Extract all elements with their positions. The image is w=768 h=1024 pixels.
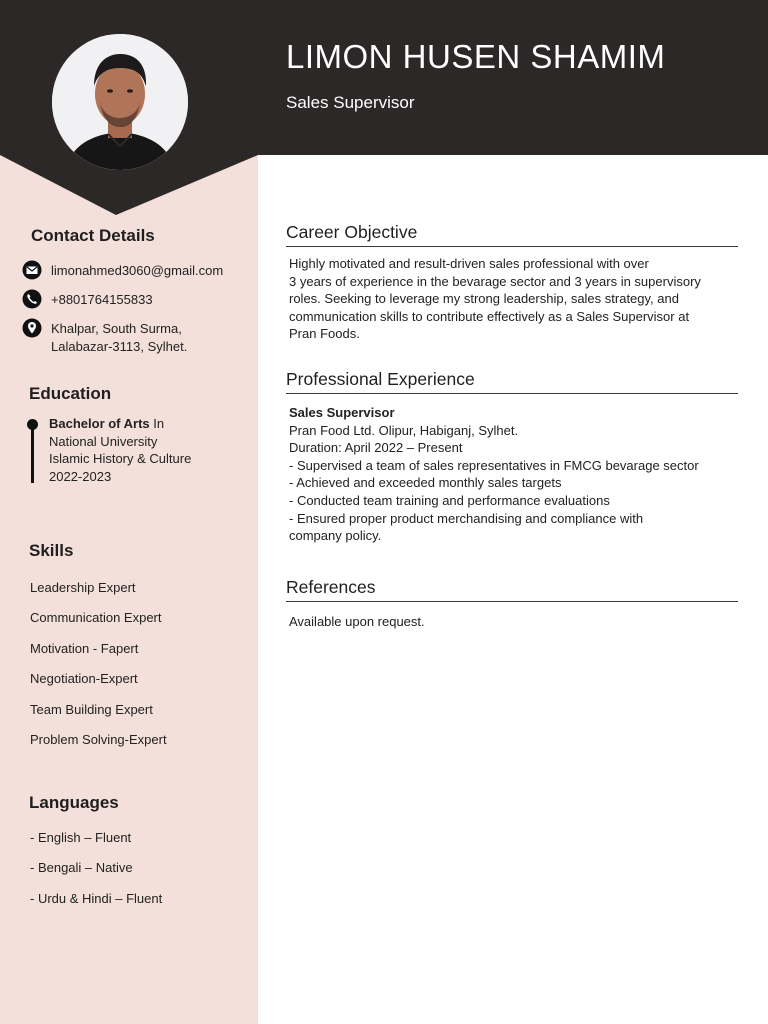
job-bullet: - Ensured proper product merchandising and compliance with [289,510,644,526]
candidate-role: Sales Supervisor [286,93,415,112]
address-line-2: Lalabazar-3113, Sylhet. [51,338,188,354]
list-item: - Bengali – Native [30,860,133,876]
languages-heading: Languages [29,793,119,812]
career-line: Highly motivated and result-driven sales professional with over [289,256,649,271]
career-line: roles. Seeking to leverage my strong leadership, sales strategy, and [289,291,679,307]
references-heading: References [286,577,738,602]
job-title: Sales Supervisor [289,405,395,420]
education-heading: Education [29,384,112,403]
education-entry [26,415,191,485]
header-bar [258,0,768,155]
list-item: Motivation - Fapert [30,640,139,656]
career-line: Pran Foods. [289,326,360,342]
list-item: - Urdu & Hindi – Fluent [30,890,163,906]
list-item: Problem Solving-Expert [30,731,167,747]
location-icon [22,318,42,338]
references-text: Available upon request. [289,614,425,629]
list-item: Team Building Expert [30,701,153,717]
contact-address [51,320,187,355]
list-item: Negotiation-Expert [30,671,138,687]
email-icon [22,260,42,280]
education-timeline [26,415,40,485]
education-institution: National University [49,433,158,449]
career-line: 3 years of experience in the bevarage sector and 3 years in supervisory [289,273,701,289]
profile-photo [52,34,188,170]
career-objective-heading: Career Objective [286,222,738,247]
career-line: communication skills to contribute effectively as a Sales Supervisor at [289,308,690,324]
job-duration: Duration: April 2022 – Present [289,440,463,456]
skills-list [30,579,167,761]
list-item: - English – Fluent [30,830,132,845]
contact-email-row [22,262,223,280]
contact-email[interactable]: limonahmed3060@gmail.com [51,263,224,278]
career-objective-text [289,255,739,343]
contact-phone[interactable]: +8801764155833 [51,292,153,307]
contact-phone-row [22,291,153,309]
contact-heading: Contact Details [31,226,155,245]
list-item: Communication Expert [30,610,162,626]
languages-list [30,829,162,920]
job-bullet: - Achieved and exceeded monthly sales targets [289,475,562,491]
education-degree: Bachelor of Arts [49,416,150,431]
education-in: In [149,416,165,431]
job-company: Pran Food Ltd. Olipur, Habiganj, Sylhet. [289,422,519,438]
skills-heading: Skills [29,541,74,560]
list-item: Leadership Expert [30,580,136,595]
job-bullet: - Supervised a team of sales representatives in FMCG bevarage sector [289,457,699,473]
contact-address-row [22,320,187,355]
experience-heading: Professional Experience [286,369,738,394]
education-details [49,415,191,485]
job-bullet: company policy. [289,528,382,544]
experience-entry [289,404,739,545]
job-bullet: - Conducted team training and performance evaluations [289,492,610,508]
person-avatar-icon [52,34,188,170]
timeline-bar [31,423,34,483]
candidate-name: LIMON HUSEN SHAMIM [286,38,666,75]
address-line-1: Khalpar, South Surma, [51,321,182,336]
education-subject: Islamic History & Culture [49,451,192,466]
phone-icon [22,289,42,309]
education-years: 2022-2023 [49,468,112,484]
